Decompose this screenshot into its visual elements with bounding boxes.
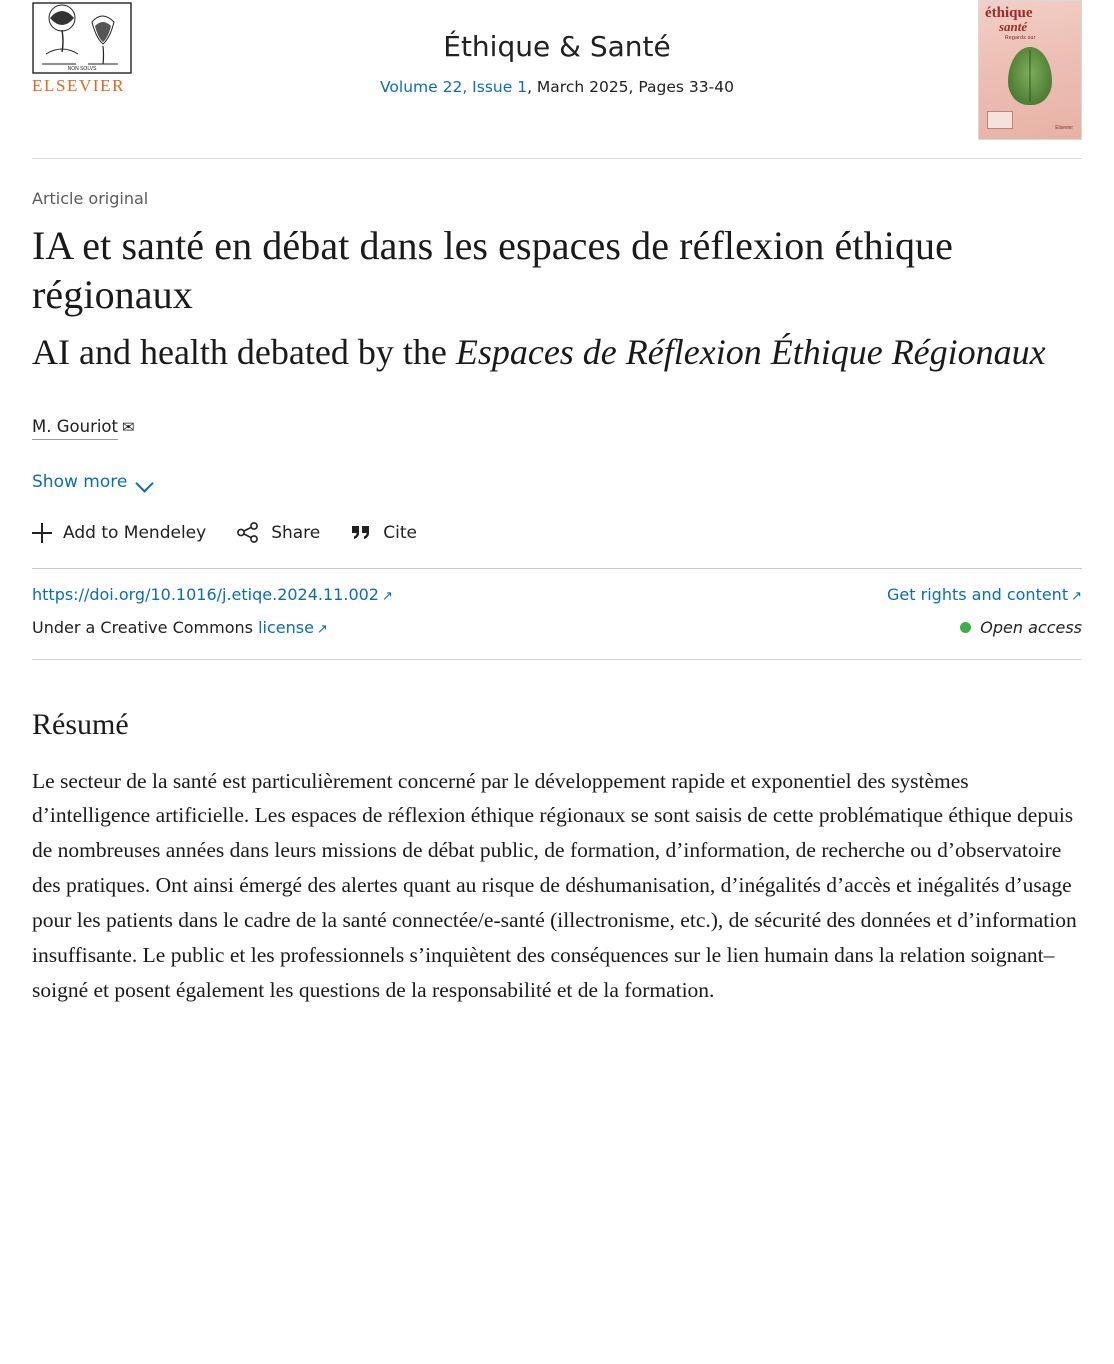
open-access-dot-icon [960, 622, 971, 633]
header-divider [32, 158, 1082, 159]
show-more-label: Show more [32, 471, 128, 492]
issue-volume-link[interactable]: Volume 22, Issue 1 [380, 77, 528, 96]
svg-text:NON SOLVS: NON SOLVS [67, 66, 97, 72]
show-more-button[interactable] [32, 472, 153, 492]
cover-footer: Elsevier [1055, 125, 1073, 131]
leaf-icon [1008, 47, 1052, 105]
journal-info [142, 0, 972, 96]
share-icon [236, 522, 260, 544]
cite-label: Cite [383, 522, 417, 543]
publisher-name: ELSEVIER [32, 76, 126, 95]
author-link[interactable]: M. Gouriot [32, 417, 118, 440]
issue-date-pages: , March 2025, Pages 33-40 [527, 77, 734, 96]
license-link[interactable]: license [258, 617, 314, 637]
publisher-logo[interactable] [32, 0, 142, 96]
cover-image[interactable] [978, 0, 1082, 140]
plus-icon [32, 523, 52, 543]
journal-title: Éthique & Santé [443, 30, 671, 63]
quote-icon [350, 523, 372, 543]
envelope-icon[interactable]: ✉ [122, 417, 135, 436]
cover-subtitle: Regards sur [1005, 35, 1036, 41]
external-link-icon: ↗ [381, 588, 393, 604]
author-list [32, 417, 1082, 440]
cover-title: éthique santé [985, 5, 1033, 34]
abstract-text: Le secteur de la santé est particulièrement concerné par le développement rapide et exponentiel des systèmes d’intelligence artificielle. Les espaces de réflexion éthique régionaux se sont saisis de cette problématique éthique depuis de nombreuses années dans leurs missions de débat public, de formation, d’information, de recherche ou d’observatoire des pratiques. Ont ainsi émergé des alertes quant au risque de déshumanisation, d’inégalités d’accès et inégalités d’usage pour les patients dans le cadre de la santé connectée/e-santé (illectronisme, etc.), de sécurité des données et d’information insuffisante. Le public et les professionnels s’inquiètent des conséquences sur le lien humain dans la relation soignant–soigné et posent également les questions de la responsabilité et de la formation. [32, 768, 1077, 1002]
chevron-down-icon [137, 477, 153, 486]
license-row [32, 618, 1082, 637]
page-title: IA et santé en débat dans les espaces de réflexion éthique régionaux [32, 223, 953, 317]
open-access-badge [960, 618, 1082, 637]
subtitle-plain: AI and health debated by the [32, 331, 456, 372]
article-content [0, 189, 1114, 1007]
share-label: Share [271, 522, 321, 543]
journal-header [0, 0, 1114, 150]
license-prefix: Under a Creative Commons [32, 617, 253, 637]
article-subtitle [32, 330, 1082, 375]
cover-box [987, 111, 1013, 129]
add-to-mendeley-label: Add to Mendeley [63, 522, 207, 543]
get-rights-and-content-link[interactable]: Get rights and content [887, 584, 1069, 604]
open-access-label: Open access [980, 617, 1082, 637]
external-link-icon: ↗ [1071, 588, 1082, 604]
cite-button[interactable] [350, 523, 417, 543]
journal-issue [142, 78, 972, 96]
actions-divider [32, 568, 1082, 569]
journal-cover[interactable] [972, 0, 1082, 140]
share-button[interactable] [236, 522, 320, 544]
elsevier-tree-icon [32, 2, 132, 74]
subtitle-italic: Espaces de Réflexion Éthique Régionaux [455, 331, 1046, 372]
abstract-heading: Résumé [32, 707, 129, 741]
article-actions [32, 522, 1082, 544]
doi-row [32, 585, 1082, 604]
metadata-divider [32, 659, 1082, 660]
article-type: Article original [32, 189, 149, 208]
doi-link[interactable]: https://doi.org/10.1016/j.etiqe.2024.11.002 [32, 584, 379, 604]
external-link-icon: ↗ [316, 621, 328, 637]
add-to-mendeley-button[interactable] [32, 523, 206, 543]
